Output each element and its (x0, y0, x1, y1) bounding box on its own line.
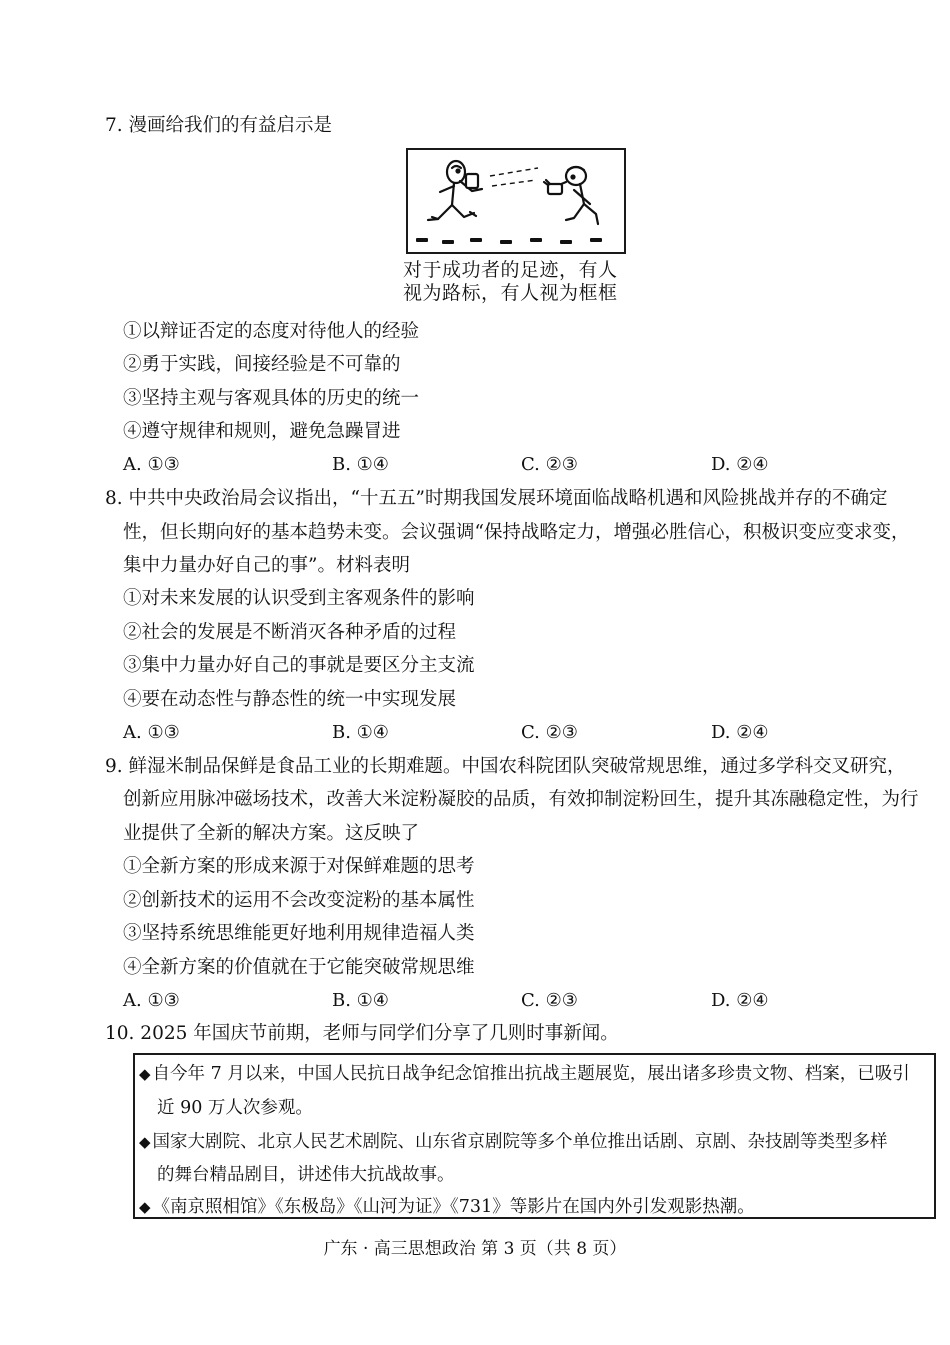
cartoon-caption-line1: 对于成功者的足迹，有人 (403, 259, 618, 281)
page-footer: 广东 · 高三思想政治 第 3 页（共 8 页） (323, 1239, 627, 1259)
q7-option-a[interactable]: A. ①③ (123, 454, 180, 475)
q9-item-4: ④全新方案的价值就在于它能突破常规思维 (123, 957, 475, 978)
q8-stem-line3: 集中力量办好自己的事”。材料表明 (123, 555, 410, 576)
q7-option-d[interactable]: D. ②④ (711, 454, 769, 475)
diamond-bullet-icon: ◆ (139, 1065, 151, 1083)
q7-item-1: ①以辩证否定的态度对待他人的经验 (123, 321, 420, 342)
q7-cartoon (406, 148, 626, 254)
news-item-2 (139, 1130, 888, 1154)
q9-item-3: ③坚持系统思维能更好地利用规律造福人类 (123, 923, 475, 944)
news-item-1 (139, 1062, 910, 1086)
q9-item-2: ②创新技术的运用不会改变淀粉的基本属性 (123, 890, 475, 911)
q7-option-b[interactable]: B. ①④ (332, 454, 389, 475)
news-item-1-line2: 近 90 万人次参观。 (157, 1098, 313, 1118)
news-item-3-line1: 《南京照相馆》《东极岛》《山河为证》《731》等影片在国内外引发观影热潮。 (152, 1197, 755, 1217)
news-item-2-line2: 的舞台精品剧目，讲述伟大抗战故事。 (157, 1165, 455, 1185)
q8-option-b[interactable]: B. ①④ (332, 722, 389, 743)
news-item-1-line1: 自今年 7 月以来，中国人民抗日战争纪念馆推出抗战主题展览，展出诸多珍贵文物、档案，已吸引 (152, 1064, 910, 1084)
q10-news-box (133, 1053, 936, 1219)
q8-stem-line1: 8. 中共中央政治局会议指出，“十五五”时期我国发展环境面临战略机遇和风险挑战并存的不确定 (105, 488, 888, 509)
q9-stem-line1: 9. 鲜湿米制品保鲜是食品工业的长期难题。中国农科院团队突破常规思维，通过多学科交叉研究， (105, 756, 906, 777)
q7-item-3: ③坚持主观与客观具体的历史的统一 (123, 388, 420, 409)
q10-stem: 10. 2025 年国庆节前期，老师与同学们分享了几则时事新闻。 (105, 1023, 619, 1044)
q7-stem: 7. 漫画给我们的有益启示是 (105, 115, 333, 136)
q7-item-2: ②勇于实践，间接经验是不可靠的 (123, 354, 401, 375)
q7-option-c[interactable]: C. ②③ (521, 454, 578, 475)
q8-stem-line2: 性，但长期向好的基本趋势未变。会议强调“保持战略定力，增强必胜信心，积极识变应变求变， (123, 522, 910, 543)
q8-item-1: ①对未来发展的认识受到主客观条件的影响 (123, 588, 475, 609)
q9-option-c[interactable]: C. ②③ (521, 990, 578, 1011)
q8-option-a[interactable]: A. ①③ (123, 722, 180, 743)
q9-stem-line3: 业提供了全新的解决方案。这反映了 (123, 823, 420, 844)
q8-item-2: ②社会的发展是不断消灭各种矛盾的过程 (123, 622, 457, 643)
q8-item-3: ③集中力量办好自己的事就是要区分主支流 (123, 655, 475, 676)
q8-option-c[interactable]: C. ②③ (521, 722, 578, 743)
q9-option-a[interactable]: A. ①③ (123, 990, 180, 1011)
cartoon-caption-line2: 视为路标，有人视为框框 (403, 282, 618, 304)
q9-stem-line2: 创新应用脉冲磁场技术，改善大米淀粉凝胶的品质，有效抑制淀粉回生，提升其冻融稳定性，为行 (123, 789, 919, 810)
q9-option-d[interactable]: D. ②④ (711, 990, 769, 1011)
cartoon-drawing (408, 150, 624, 252)
q8-option-d[interactable]: D. ②④ (711, 722, 769, 743)
q8-item-4: ④要在动态性与静态性的统一中实现发展 (123, 689, 457, 710)
q9-item-1: ①全新方案的形成来源于对保鲜难题的思考 (123, 856, 475, 877)
diamond-bullet-icon: ◆ (139, 1198, 151, 1216)
diamond-bullet-icon: ◆ (139, 1133, 151, 1151)
news-item-2-line1: 国家大剧院、北京人民艺术剧院、山东省京剧院等多个单位推出话剧、京剧、杂技剧等类型多样 (152, 1132, 888, 1152)
news-item-3 (139, 1195, 755, 1219)
q9-option-b[interactable]: B. ①④ (332, 990, 389, 1011)
q7-item-4: ④遵守规律和规则，避免急躁冒进 (123, 421, 401, 442)
